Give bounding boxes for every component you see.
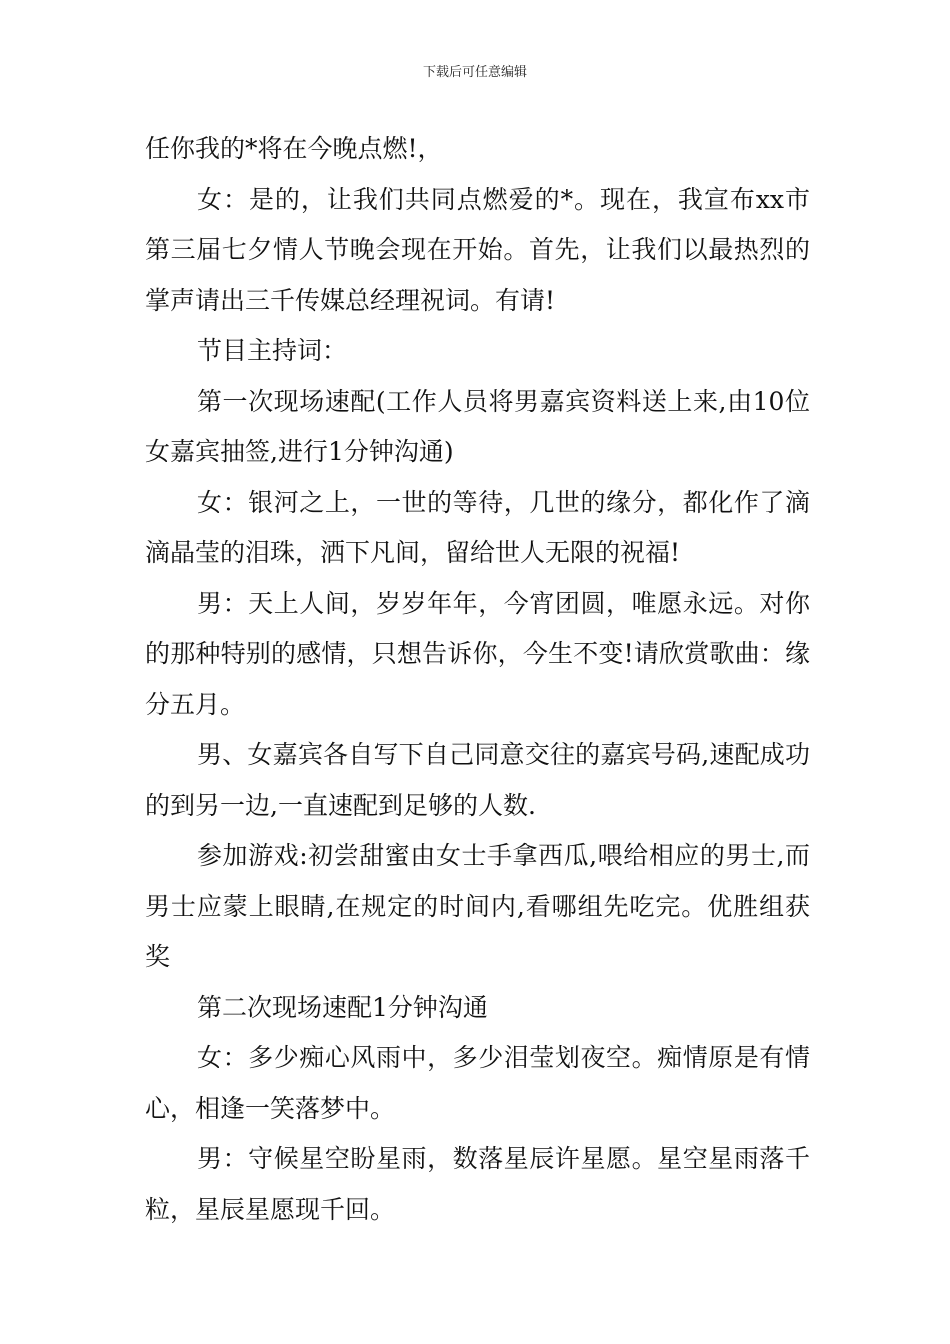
paragraph: 男：天上人间，岁岁年年，今宵团圆，唯愿永远。对你的那种特别的感情，只想告诉你，今生不变!请欣赏歌曲：缘分五月。	[145, 588, 810, 719]
paragraph: 男：守候星空盼星雨，数落星辰许星愿。星空星雨落千粒，星辰星愿现千回。	[145, 1144, 810, 1224]
paragraph: 第一次现场速配(工作人员将男嘉宾资料送上来,由10位女嘉宾抽签,进行1分钟沟通)	[145, 386, 810, 466]
page-header: 下载后可任意编辑	[422, 65, 527, 80]
paragraph: 女：银河之上，一世的等待，几世的缘分，都化作了滴滴晶莹的泪珠，洒下凡间，留给世人无限的祝福!	[145, 487, 810, 567]
paragraph: 女：多少痴心风雨中，多少泪莹划夜空。痴情原是有情心，相逢一笑落梦中。	[145, 1043, 810, 1123]
paragraph: 第二次现场速配1分钟沟通	[197, 992, 488, 1022]
paragraph: 任你我的*将在今晚点燃!，	[145, 134, 443, 163]
document-body	[145, 124, 810, 1235]
paragraph: 参加游戏:初尝甜蜜由女士手拿西瓜,喂给相应的男士,而男士应蒙上眼睛,在规定的时间内,看哪组先吃完。优胜组获奖	[145, 841, 810, 971]
paragraph: 男、女嘉宾各自写下自己同意交往的嘉宾号码,速配成功的到另一边,一直速配到足够的人数.	[145, 740, 810, 820]
paragraph: 节目主持词：	[197, 336, 348, 365]
paragraph: 女：是的，让我们共同点燃爱的*。现在，我宣布xx市第三届七夕情人节晚会现在开始。首先，让我们以最热烈的掌声请出三千传媒总经理祝词。有请!	[145, 184, 810, 315]
